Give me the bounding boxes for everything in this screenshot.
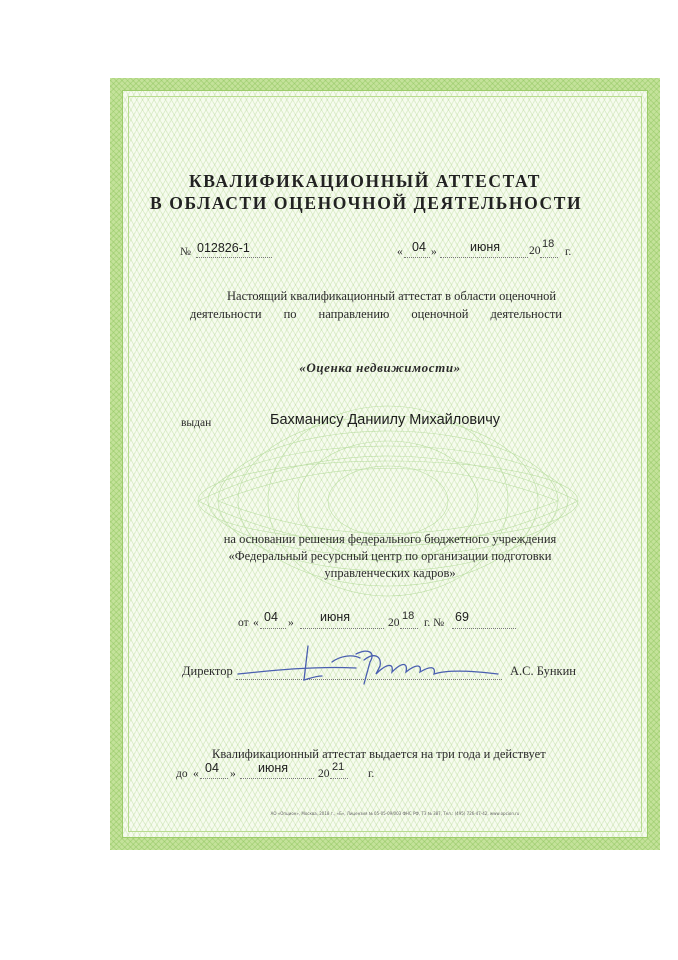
valid-day-underline [200, 778, 228, 779]
decision-from-label: от [238, 617, 249, 629]
decision-year-prefix: 20 [388, 617, 400, 629]
decision-year-underline [400, 628, 418, 629]
issue-year-prefix: 20 [529, 245, 541, 257]
valid-year-underline [330, 778, 348, 779]
valid-day: 04 [205, 761, 219, 775]
decision-number-label: г. № [424, 617, 445, 629]
director-signature [236, 640, 506, 688]
valid-open-quote: « [193, 768, 199, 780]
valid-year-prefix: 20 [318, 768, 330, 780]
valid-month-underline [240, 778, 314, 779]
decision-month: июня [320, 610, 351, 624]
decision-day: 04 [264, 610, 278, 624]
number-underline [196, 257, 272, 258]
decision-number: 69 [455, 610, 469, 624]
validity-text: Квалификационный аттестат выдается на три года и действует [212, 747, 546, 761]
valid-year-label: г. [368, 768, 375, 780]
title-line-1: КВАЛИФИКАЦИОННЫЙ АТТЕСТАТ [188, 171, 542, 191]
valid-month: июня [258, 761, 289, 775]
issue-month: июня [470, 240, 501, 254]
decision-year-suffix: 18 [402, 610, 415, 622]
intro-line-1: Настоящий квалификационный аттестат в области оценочной [227, 289, 557, 303]
director-label: Директор [182, 664, 233, 678]
issue-year-label: г. [565, 246, 572, 258]
issue-day-underline [404, 257, 430, 258]
issued-label: выдан [181, 417, 212, 429]
decision-open-quote: « [253, 617, 259, 629]
basis-line-3: управленческих кадров» [324, 566, 456, 580]
certificate-number: 012826-1 [197, 241, 250, 255]
recipient-name: Бахманису Даниилу Михайловичу [269, 412, 501, 428]
decision-month-underline [300, 628, 384, 629]
printer-imprint: АО «Опцион», Москва, 2018 г., «Б», Лицензия № 05-05-09/003 ФНС РФ, ТЗ № 387, Тел.: (495) 726-47-42, www.opcion.ru [270, 811, 520, 816]
intro-line-2: деятельности по направлению оценочной деятельности [190, 307, 562, 321]
issue-date-close-quote: » [431, 246, 437, 258]
basis-line-1: на основании решения федерального бюджетного учреждения [223, 532, 557, 546]
direction-title: «Оценка недвижимости» [299, 360, 461, 375]
issue-month-underline [440, 257, 528, 258]
valid-until-label: до [176, 768, 188, 780]
decision-close-quote: » [288, 617, 294, 629]
title-line-2: В ОБЛАСТИ ОЦЕНОЧНОЙ ДЕЯТЕЛЬНОСТИ [150, 193, 583, 213]
issue-year-underline [540, 257, 558, 258]
decision-number-underline [452, 628, 516, 629]
valid-close-quote: » [230, 768, 236, 780]
number-label: № [180, 246, 191, 258]
basis-line-2: «Федеральный ресурсный центр по организации подготовки [228, 549, 552, 563]
valid-year-suffix: 21 [332, 761, 345, 773]
issue-day: 04 [412, 240, 426, 254]
decision-day-underline [260, 628, 286, 629]
issue-date-open-quote: « [397, 246, 403, 258]
director-name: А.С. Бункин [510, 664, 576, 678]
issue-year-suffix: 18 [542, 238, 555, 250]
